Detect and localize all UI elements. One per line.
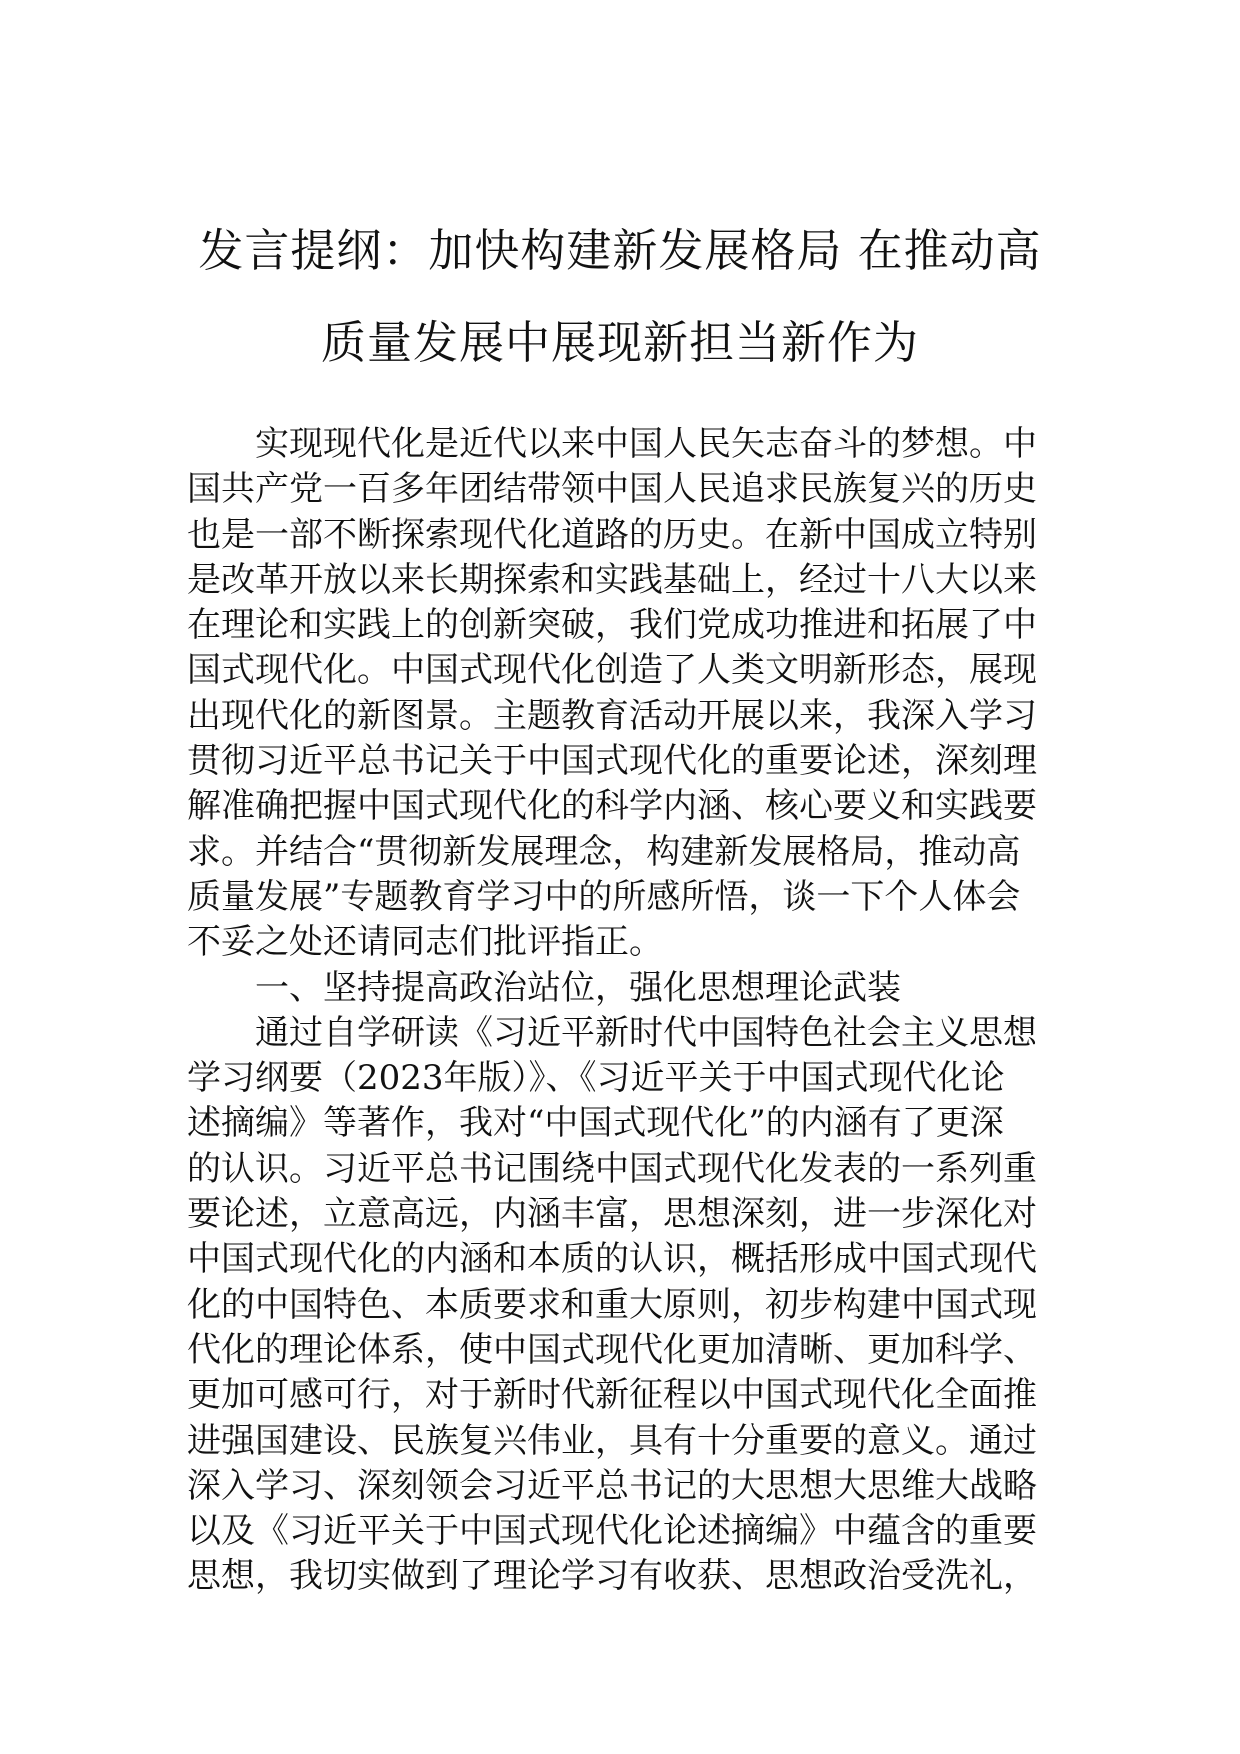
document-title-line-2: 质量发展中展现新担当新作为 bbox=[320, 316, 919, 369]
section-1-paragraph: 通过自学研读《习近平新时代中国特色社会主义思想 学习纲要（2023年版）》、《习近平关于中国式现代化论 述摘编》等著作，我对“中国式现代化”的内涵有了更深 的认识。习近平总书记围绕中国式现代化发表的一系列重 要论述，立意高远，内涵丰富，思想深刻，进一步深化对 中国式现代化的内涵和本质的认识，概括形成中国式现代 化的中国特色、本质要求和重大原则，初步构建中国式现 代化的理论体系，使中国式现代化更加清晰、更加科学、 更加可感可行，对于新时代新征程以中国式现代化全面推 进强国建设、民族复兴伟业，具有十分重要的意义。通过 深入学习、深刻领会习近平总书记的大思想大思维大战略 以及《习近平关于中国式现代化论述摘编》中蕴含的重要 思想，我切实做到了理论学习有收获、思想政治受洗礼， bbox=[187, 1012, 1037, 1597]
intro-paragraph: 实现现代化是近代以来中国人民矢志奋斗的梦想。中 国共产党一百多年团结带领中国人民追求民族复兴的历史 也是一部不断探索现代化道路的历史。在新中国成立特别 是改革开放以来长期探索和实践基础上，经过十八大以来 在理论和实践上的创新突破，我们党成功推进和拓展了中 国式现代化。中国式现代化创造了人类文明新形态，展现 出现代化的新图景。主题教育活动开展以来，我深入学习 贯彻习近平总书记关于中国式现代化的重要论述，深刻理 解准确把握中国式现代化的科学内涵、核心要义和实践要 求。并结合“贯彻新发展理念，构建新发展格局，推动高 质量发展”专题教育学习中的所感所悟，谈一下个人体会 不妥之处还请同志们批评指正。 bbox=[187, 424, 1037, 963]
document-title bbox=[180, 205, 1060, 389]
section-heading-1: 一、坚持提高政治站位，强化思想理论武装 bbox=[255, 967, 901, 1008]
document-body bbox=[187, 422, 1052, 1600]
document-title-line-1: 发言提纲：加快构建新发展格局 在推动高 bbox=[198, 224, 1042, 277]
